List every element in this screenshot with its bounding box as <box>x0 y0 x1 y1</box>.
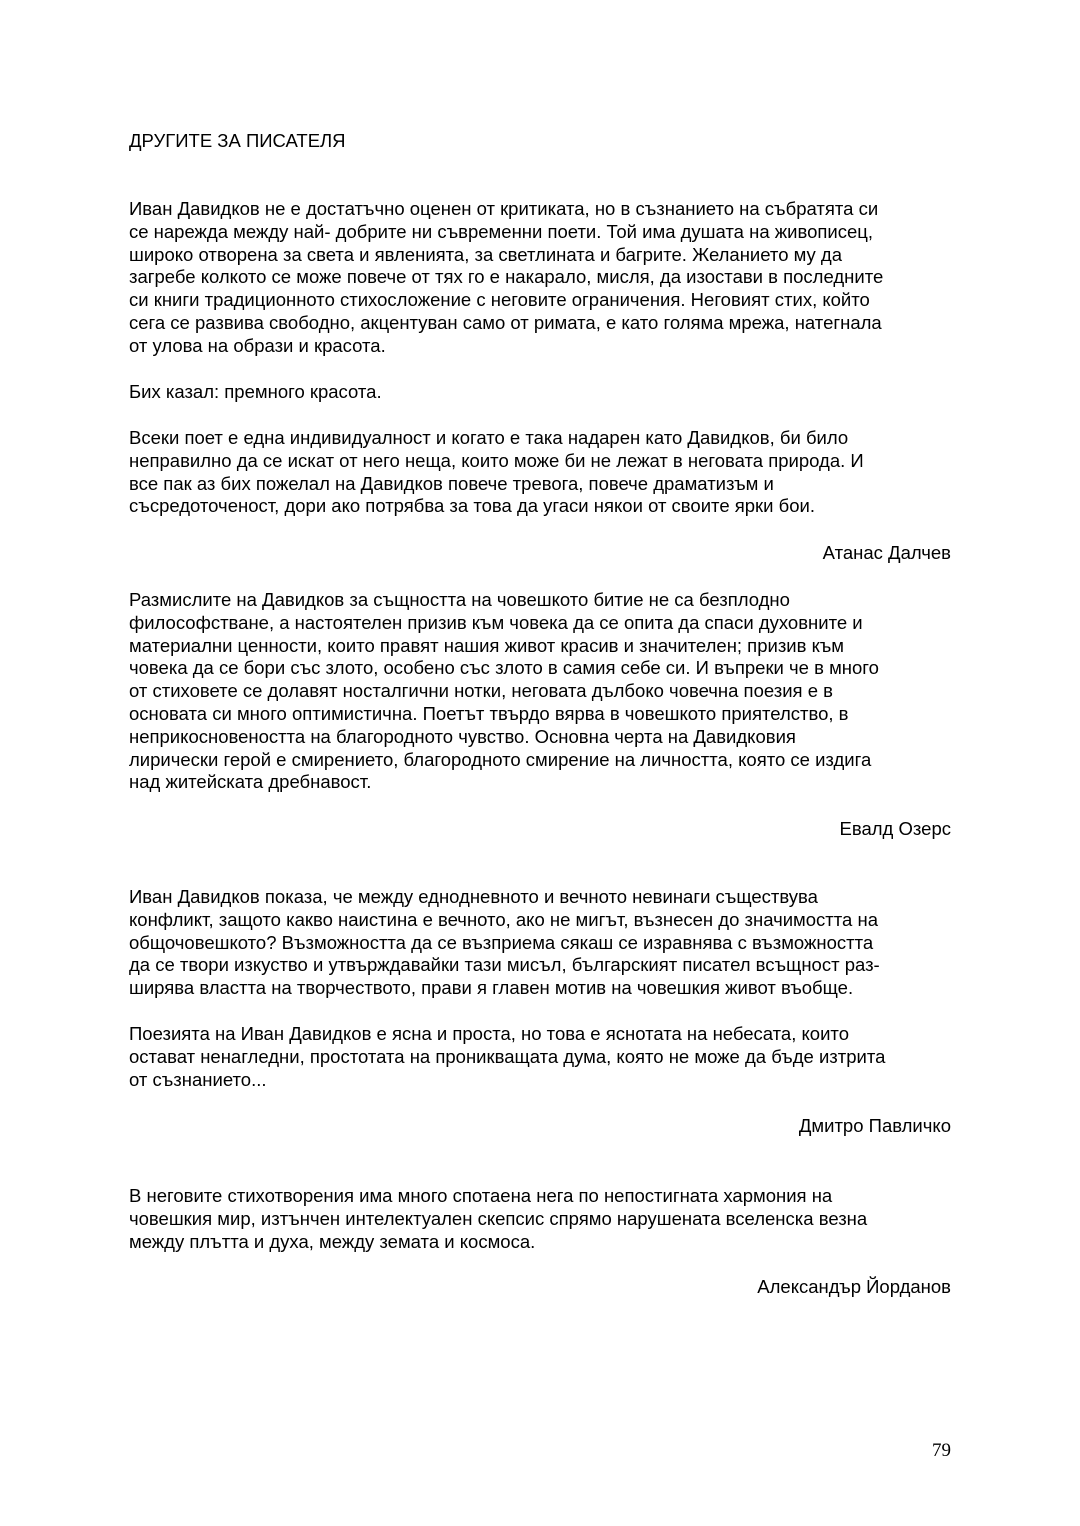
yordanov-paragraph-1: В неговите стихотворения има много спотаена нега по непостигната хармония на човешкия мир, изтънчен интелектуален скепсис спрямо нарушената вселенска везна между плътта и духа, между земата и космоса. <box>129 1185 868 1252</box>
ozers-paragraph-1: Размислите на Давидков за същността на човешкото битие не са безплодно философстване, а настоятелен призив към човека да се опита да спаси духовните и материални ценности, които правят нашия живот красив и значителен; призив към човека да се бори със злото, особено със злото в самия себе си. И въпреки че в много от стиховете се долавят носталгични нотки, неговата дълбоко човечна поезия е в основата си много оптимистична. Поетът твърдо вярва в човешкото приятелство, в неприкосновеността на благородното чувство. Основна черта на Давидковия лирически герой е смирението, благородното смирение на личността, която се издига над житейската дребнавост. <box>129 589 879 793</box>
author-pavlichko: Дмитро Павличко <box>798 1115 951 1136</box>
pavlichko-paragraph-1: Иван Давидков показа, че между еднодневното и вечното невинаги съществува конфликт, защото какво наистина е вечното, ако не мигът, възнесен до значимостта на общочовешкото? Възможността да се възприема сякаш се изравнява с възможността да се твори изкуство и утвърждавайки тази мисъл, българският писател всъщност раз- ширява властта на творчеството, прави я главен мотив на човешкия живот въобще. <box>129 886 880 999</box>
pavlichko-paragraph-2: Поезията на Иван Давидков е ясна и проста, но това е яснотата на небесата, които остават ненагледни, простотата на проникващата дума, която не може да бъде изтрита от съзнанието... <box>129 1023 886 1090</box>
author-ozers: Евалд Озерс <box>839 818 951 839</box>
document-page <box>129 0 951 1526</box>
dalchev-paragraph-2: Бих казал: премного красота. <box>129 381 382 402</box>
dalchev-paragraph-3: Всеки поет е една индивидуалност и когато е така надарен като Давидков, би било неправилно да се искат от него неща, които може би не лежат в неговата природа. И все пак аз бих пожелал на Давидков повече тревога, повече драматизъм и съсредоточеност, дори ако потрябва за това да угаси някои от своите ярки бои. <box>129 427 864 517</box>
page-title: ДРУГИТЕ ЗА ПИСАТЕЛЯ <box>129 130 346 151</box>
page-number: 79 <box>932 1440 951 1461</box>
dalchev-paragraph-1: Иван Давидков не е достатъчно оценен от критиката, но в съзнанието на събратята си се нарежда между най- добрите ни съвременни поети. Той има душата на живописец, широко отворена за света и явленията, за светлината и багрите. Желанието му да загребе колкото се може повече от тях го е накарало, мисля, да изостави в последните си книги традиционното стихосложение с неговите ограничения. Неговият стих, който сега се развива свободно, акцентуван само от римата, е като голяма мрежа, натегнала от улова на образи и красота. <box>129 198 884 356</box>
author-yordanov: Александър Йорданов <box>757 1276 951 1297</box>
author-dalchev: Атанас Далчев <box>822 542 951 563</box>
